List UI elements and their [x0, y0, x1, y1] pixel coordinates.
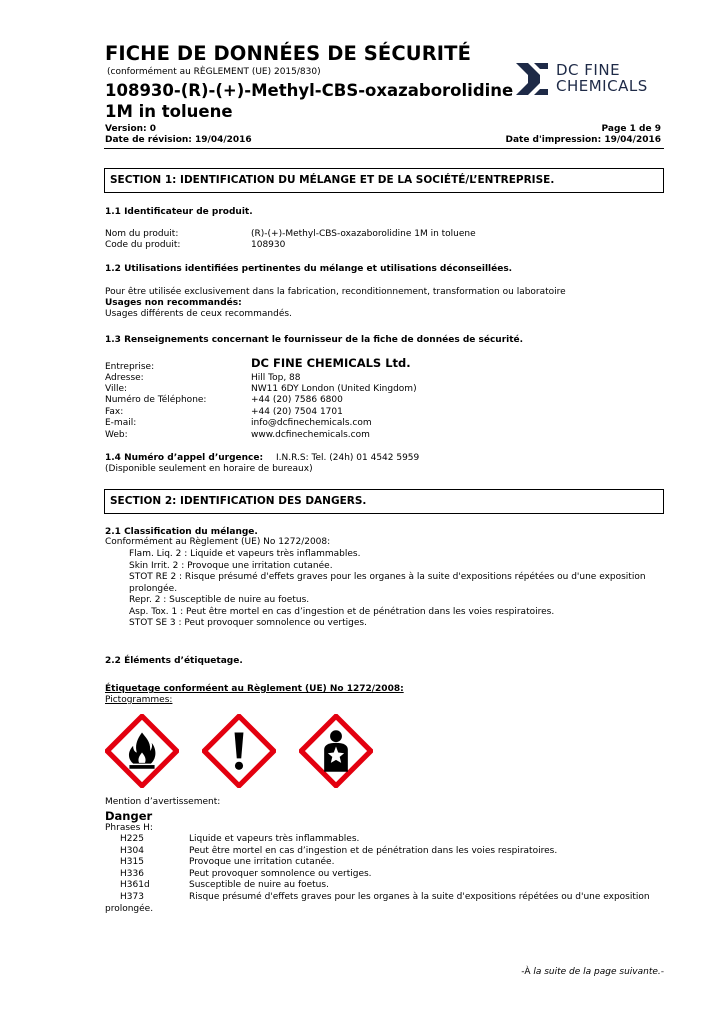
section2-title: SECTION 2: IDENTIFICATION DES DANGERS. [110, 495, 367, 507]
header-divider [104, 148, 664, 149]
h-phrase-text: Peut être mortel en cas d’ingestion et de pénétration dans les voies respiratoires. [189, 845, 558, 856]
s1-3-title: 1.3 Renseignements concernant le fournisseur de la fiche de données de sécurité. [105, 335, 524, 345]
s1-2-title: 1.2 Utilisations identifiées pertinentes du mélange et utilisations déconseillées. [105, 264, 513, 274]
classification-item: STOT SE 3 : Peut provoquer somnolence ou vertiges. [129, 618, 367, 628]
phone-value: +44 (20) 7586 6800 [251, 395, 343, 405]
section1-header [104, 168, 664, 193]
exclamation-pictogram-icon [202, 714, 276, 788]
pictograms-label: Pictogrammes: [105, 695, 173, 705]
emergency-note: (Disponible seulement en horaire de bureaux) [105, 464, 313, 474]
h-phrase-row [120, 857, 640, 869]
fax-value: +44 (20) 7504 1701 [251, 407, 343, 417]
address-label: Adresse: [105, 373, 144, 383]
labeling-title: Étiquetage conforméent au Règlement (UE) No 1272/2008: [105, 684, 404, 694]
product-heading [105, 80, 513, 122]
section2-header [104, 489, 664, 514]
signal-word: Danger [105, 809, 153, 823]
s2-2-title: 2.2 Éléments d’étiquetage. [105, 656, 243, 666]
not-recommended-label: Usages non recommandés: [105, 298, 242, 308]
document-title: FICHE DE DONNÉES DE SÉCURITÉ [105, 42, 471, 65]
product-name-label: Nom du produit: [105, 229, 179, 239]
h-phrases-list [120, 834, 650, 903]
logo-text [556, 62, 648, 94]
h-phrase-text: Susceptible de nuire au foetus. [189, 880, 329, 890]
h-phrase-row [120, 846, 640, 858]
print-date: Date d'impression: 19/04/2016 [505, 135, 661, 145]
product-heading-line1: 108930-(R)-(+)-Methyl-CBS-oxazaborolidine [105, 81, 514, 100]
classification-item: Repr. 2 : Susceptible de nuire au foetus. [129, 595, 310, 605]
revision-date: Date de révision: 19/04/2016 [105, 135, 252, 145]
product-code-label: Code du produit: [105, 240, 181, 250]
company-label: Entreprise: [105, 362, 155, 372]
company-logo [514, 61, 664, 99]
address-value: Hill Top, 88 [251, 373, 301, 383]
h-phrase-code: H373 [120, 891, 144, 902]
section1-title: SECTION 1: IDENTIFICATION DU MÉLANGE ET DE LA SOCIÉTÉ/L’ENTREPRISE. [110, 174, 555, 186]
s2-1-title: 2.1 Classification du mélange. [105, 527, 258, 537]
s1-1-title: 1.1 Identificateur de produit. [105, 207, 253, 217]
classification-item: prolongée. [129, 583, 178, 594]
classification-regulation: Conformément au Règlement (UE) No 1272/2008: [105, 537, 331, 547]
h-phrase-code: H336 [120, 868, 144, 879]
classification-item: Asp. Tox. 1 : Peut être mortel en cas d’ingestion et de pénétration dans les voies respiratoires. [129, 606, 555, 617]
classification-item: Flam. Liq. 2 : Liquide et vapeurs très inflammables. [129, 549, 361, 559]
logo-text-line2: CHEMICALS [556, 77, 648, 95]
h-phrase-text: Liquide et vapeurs très inflammables. [189, 834, 360, 844]
page-number: Page 1 de 9 [601, 124, 661, 134]
phone-label: Numéro de Téléphone: [105, 395, 207, 405]
continued-text: la suite de la page suivante.- [533, 967, 664, 977]
h-phrase-code: H304 [120, 845, 144, 856]
email-value[interactable]: info@dcfinechemicals.com [251, 418, 372, 428]
h-phrases-label: Phrases H: [105, 823, 153, 833]
continued-note [521, 967, 664, 979]
h-phrase-row [120, 891, 650, 904]
continued-prefix: -À [521, 967, 534, 977]
city-value: NW11 6DY London (United Kingdom) [251, 384, 417, 394]
h-phrase-row [120, 880, 640, 892]
emergency-value: I.N.R.S: Tel. (24h) 01 4542 5959 [276, 453, 420, 463]
h-phrase-row [120, 834, 640, 846]
flame-pictogram-icon [105, 714, 179, 788]
logo-mark-icon [514, 61, 550, 97]
regulation-reference: (conformément au RÈGLEMENT (UE) 2015/830) [107, 67, 321, 77]
h-phrase-text: Peut provoquer somnolence ou vertiges. [189, 868, 372, 879]
company-value: DC FINE CHEMICALS Ltd. [251, 356, 411, 370]
not-recommended-text: Usages différents de ceux recommandés. [105, 309, 292, 319]
web-label: Web: [105, 430, 128, 440]
classification-item: STOT RE 2 : Risque présumé d'effets graves pour les organes à la suite d'expositions répétées ou d'une exposition [129, 572, 646, 582]
h-phrase-code: H361d [120, 880, 150, 890]
emergency-label: 1.4 Numéro d’appel d’urgence: [105, 453, 264, 463]
classification-list [129, 549, 646, 630]
h-phrase-text: Risque présumé d'effets graves pour les organes à la suite d'expositions répétées ou d'une exposition [189, 891, 650, 902]
web-value[interactable]: www.dcfinechemicals.com [251, 430, 370, 440]
email-label: E-mail: [105, 418, 137, 428]
product-code-value: 108930 [251, 240, 286, 250]
use-text: Pour être utilisée exclusivement dans la fabrication, reconditionnement, transformation ou laboratoire [105, 287, 566, 297]
h-phrase-continuation: prolongée. [105, 904, 154, 914]
version-label: Version: 0 [105, 124, 157, 134]
h-phrase-text: Provoque une irritation cutanée. [189, 857, 335, 867]
product-name-value: (R)-(+)-Methyl-CBS-oxazaborolidine 1M in toluene [251, 229, 476, 239]
signal-word-label: Mention d’avertissement: [105, 797, 221, 807]
health-hazard-pictogram-icon [299, 714, 373, 788]
product-heading-line2: 1M in toluene [105, 102, 233, 121]
h-phrase-code: H315 [120, 857, 144, 867]
h-phrase-code: H225 [120, 834, 144, 844]
fax-label: Fax: [105, 407, 124, 417]
h-phrase-row [120, 869, 640, 881]
city-label: Ville: [105, 384, 128, 394]
logo-text-line1: DC FINE [556, 61, 621, 79]
classification-item: Skin Irrit. 2 : Provoque une irritation cutanée. [129, 560, 333, 571]
